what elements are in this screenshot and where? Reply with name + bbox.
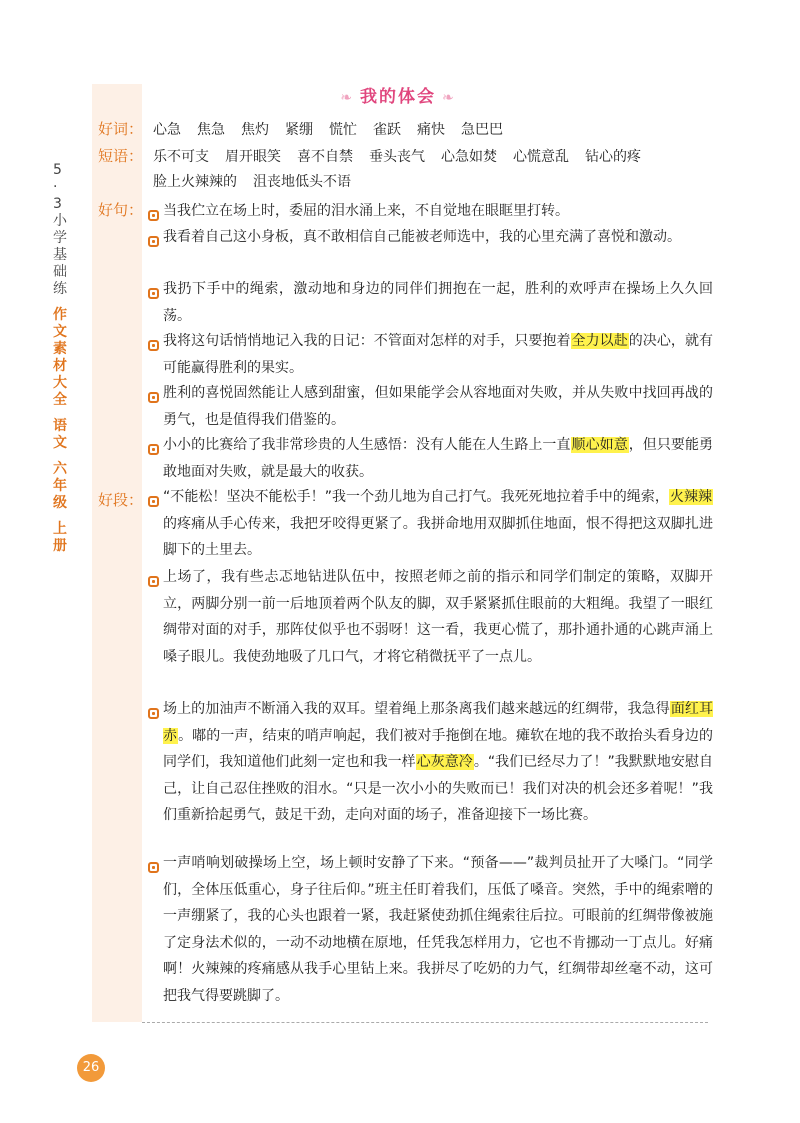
paragraph-2: 上场了，我有些忐忑地钻进队伍中，按照老师之前的指示和同学们制定的策略，双脚开立，两脚分别一前一后地顶着两个队友的脚，双手紧紧抓住眼前的大粗绳。我望了一眼红绸带对面的对手，那阵仗似乎也不弱呀！这一看，我更心慌了，那扑通扑通的心跳声涌上嗓子眼儿。我使劲地吸了几口气，才将它稍微抚平了一点儿。	[163, 569, 713, 665]
series-char: ·	[53, 179, 58, 195]
book-char: 文	[53, 435, 67, 451]
word-item: 乐不可支	[153, 149, 209, 165]
sentence-item	[163, 276, 713, 329]
paragraph-bullet-icon	[148, 708, 159, 719]
sentence-item	[163, 198, 713, 225]
series-char: 学	[53, 230, 67, 246]
book-char: 级	[53, 495, 67, 511]
sentence-bullet-icon	[148, 340, 159, 351]
book-char: 作	[53, 307, 67, 323]
sentence-bullet-icon	[148, 210, 159, 221]
paragraph-1-text-a: “不能松！坚决不能松手！”我一个劲儿地为自己打气。我死死地拉着手中的绳索，	[163, 489, 669, 505]
series-char: 练	[53, 281, 67, 297]
book-char: 上	[53, 521, 67, 537]
word-item: 脸上火辣辣的	[153, 174, 237, 190]
book-char: 册	[53, 538, 67, 554]
good-paragraphs-label: 好段：	[98, 491, 144, 509]
paragraph-1	[163, 484, 713, 564]
book-char: 材	[53, 358, 67, 374]
word-item: 慌忙	[329, 122, 357, 138]
book-char	[53, 409, 67, 418]
left-ornament-icon: ❧	[340, 90, 354, 106]
book-char: 六	[53, 461, 67, 477]
book-char: 语	[53, 418, 67, 434]
sentence-item	[163, 380, 713, 433]
good-words-label: 好词：	[98, 120, 144, 138]
phrases-line-1	[153, 146, 657, 166]
paragraph-3	[163, 696, 713, 829]
word-item: 垂头丧气	[369, 149, 425, 165]
word-item: 眉开眼笑	[225, 149, 281, 165]
book-char: 全	[53, 392, 67, 408]
sentence-bullet-icon	[148, 288, 159, 299]
paragraph-3-text-c: 。“我们已经尽力了！”我默默地安慰自己，让自己忍住挫败的泪水。“只是一次小小的失败而已！我们对决的机会还多着呢！”我们重新拾起勇气，鼓足干劲，走向对面的场子，准备迎接下一场比赛。	[163, 754, 713, 824]
word-item: 焦急	[197, 122, 225, 138]
book-name	[53, 307, 67, 555]
sentence-text: 胜利的喜悦固然能让人感到甜蜜，但如果能学会从容地面对失败，并从失败中找回再战的勇气，也是值得我们借鉴的。	[163, 385, 713, 428]
phrases-label: 短语：	[98, 147, 144, 165]
sentence-text: 我看着自己这小身板，真不敢相信自己能被老师选中，我的心里充满了喜悦和激动。	[163, 229, 681, 245]
series-name	[53, 162, 67, 298]
word-item: 心急如焚	[441, 149, 497, 165]
right-ornament-icon: ❧	[442, 90, 456, 106]
word-item: 沮丧地低头不语	[253, 174, 351, 190]
sentence-text-post: 的决心，就有可能赢得胜利的果实。	[163, 333, 714, 376]
sentence-item	[163, 224, 713, 251]
series-char: 小	[53, 213, 67, 229]
label-band	[92, 84, 142, 1022]
good-sentences-label: 好句：	[98, 201, 144, 219]
word-item: 痛快	[417, 122, 445, 138]
word-item: 紧绷	[285, 122, 313, 138]
paragraph-bullet-icon	[148, 496, 159, 507]
sentence-text: 我将这句话悄悄地记入我的日记：不管面对怎样的对手，只要抱着	[163, 333, 571, 349]
word-item: 心急	[153, 122, 181, 138]
sentence-bullet-icon	[148, 236, 159, 247]
sentence-text: 当我伫立在场上时，委屈的泪水涌上来，不自觉地在眼眶里打转。	[163, 203, 569, 219]
book-char: 素	[53, 341, 67, 357]
page-number: 26	[77, 1054, 105, 1082]
good-words-list	[153, 119, 519, 139]
book-char: 文	[53, 324, 67, 340]
paragraph-bullet-icon	[148, 862, 159, 873]
sentence-bullet-icon	[148, 444, 159, 455]
book-char: 大	[53, 375, 67, 391]
word-item: 雀跃	[373, 122, 401, 138]
highlight-phrase: 顺心如意	[571, 437, 628, 453]
sentence-item	[163, 328, 713, 381]
series-char: 基	[53, 247, 67, 263]
word-item: 心慌意乱	[513, 149, 569, 165]
paragraph-1-text-b: 的疼痛从手心传来，我把牙咬得更紧了。我拼命地用双脚抓住地面，恨不得把这双脚扎进脚下的土里去。	[163, 515, 713, 559]
book-char	[53, 512, 67, 521]
book-char: 年	[53, 478, 67, 494]
sentence-item	[163, 432, 713, 485]
paragraph-bullet-icon	[148, 576, 159, 587]
sentence-text-post: ，但只要能勇敢地面对失败，就是最大的收获。	[163, 437, 714, 480]
sentence-text: 小小的比赛给了我非常珍贵的人生感悟：没有人能在人生路上一直	[163, 437, 571, 453]
word-item: 急巴巴	[461, 122, 503, 138]
word-item: 钻心的疼	[585, 149, 641, 165]
series-char: 础	[53, 264, 67, 280]
highlight-phrase: 面红耳赤	[163, 701, 714, 744]
series-char: 3	[53, 196, 62, 212]
paragraph-4: 一声哨响划破操场上空，场上顿时安静了下来。“预备——”裁判员扯开了大嗓门。“同学们，全体压低重心，身子往后仰。”班主任盯着我们，压低了嗓音。突然，手中的绳索噌的一声绷紧了，我的心头也跟着一紧，我赶紧使劲抓住绳索往后拉。可眼前的红绸带像被施了定身法术似的，一动不动地横在原地，任凭我怎样用力，它也不肯挪动一丁点儿。好痛啊！火辣辣的疼痛感从我手心里钻上来。我拼尽了吃奶的力气，红绸带却丝毫不动，这可把我气得要跳脚了。	[163, 855, 713, 1004]
word-item: 喜不自禁	[297, 149, 353, 165]
side-series-label	[51, 162, 69, 555]
sentence-bullet-icon	[148, 392, 159, 403]
page-title	[320, 82, 476, 107]
sentence-text: 我扔下手中的绳索，激动地和身边的同伴们拥抱在一起，胜利的欢呼声在操场上久久回荡。	[163, 281, 713, 324]
title-text: 我的体会	[360, 87, 436, 107]
phrases-line-2	[153, 171, 367, 191]
highlight-phrase: 火辣辣	[669, 489, 712, 505]
book-char	[53, 452, 67, 461]
highlight-phrase: 全力以赴	[571, 333, 628, 349]
paragraph-3-text-b: 。嘟的一声，结束的哨声响起，我们被对手拖倒在地。瘫软在地的我不敢抬头看身边的同学们，我知道他们此刻一定也和我一样	[163, 727, 714, 771]
bottom-divider	[142, 1022, 708, 1023]
paragraph-3-text-a: 场上的加油声不断涌入我的双耳。望着绳上那条离我们越来越远的红绸带，我急得	[163, 701, 670, 717]
series-char: 5	[53, 162, 62, 178]
highlight-phrase: 心灰意冷	[416, 754, 473, 771]
word-item: 焦灼	[241, 122, 269, 138]
